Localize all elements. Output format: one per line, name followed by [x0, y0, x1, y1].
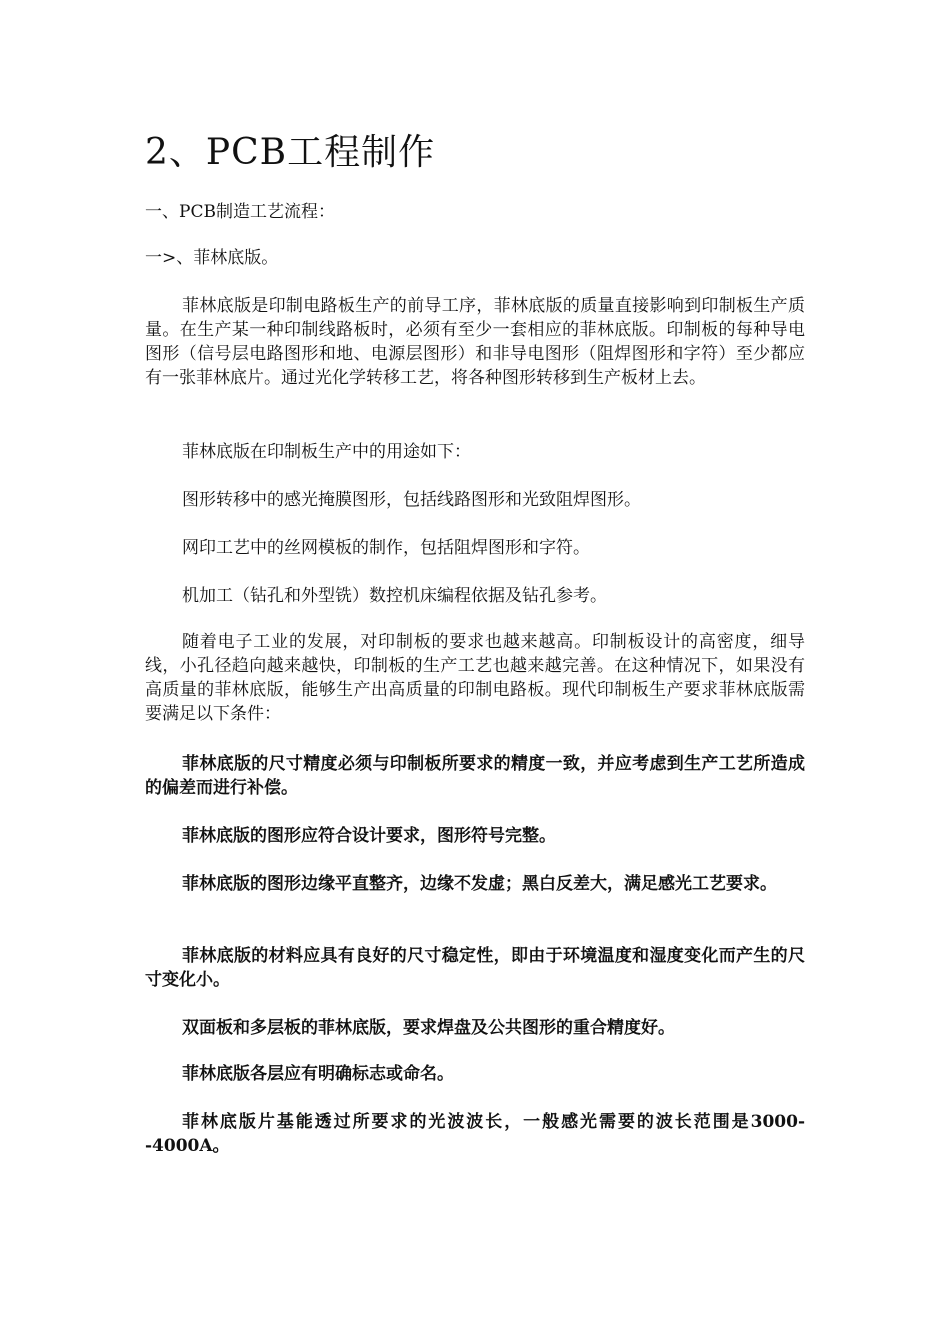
usage-intro: 菲林底版在印制板生产中的用途如下：: [182, 442, 471, 462]
intro-paragraph: 菲林底版是印制电路板生产的前导工序，菲林底版的质量直接影响到印制板生产质量。在生产某一种印制线路板时，必须有至少一套相应的菲林底版。印制板的每种导电图形（信号层电路图形和地、电源层图形）和非导电图形（阻焊图形和字符）至少都应有一张菲林底片。通过光化学转移工艺，将各种图形转移到生产板材上去。: [145, 296, 805, 388]
subsection-heading: 一>、菲林底版。: [145, 248, 279, 268]
requirement-item: 菲林底版的图形应符合设计要求，图形符号完整。: [182, 826, 556, 846]
requirement-item: 菲林底版各层应有明确标志或命名。: [182, 1064, 454, 1084]
usage-item: 网印工艺中的丝网模板的制作，包括阻焊图形和字符。: [182, 538, 590, 558]
section-heading: 一、PCB制造工艺流程：: [145, 202, 335, 222]
page-title: 2、PCB工程制作: [145, 132, 436, 173]
requirement-item: 双面板和多层板的菲林底版，要求焊盘及公共图形的重合精度好。: [182, 1018, 675, 1038]
requirement-item: 菲林底版片基能透过所要求的光波波长，一般感光需要的波长范围是3000--4000A。: [145, 1112, 805, 1156]
requirement-item: 菲林底版的图形边缘平直整齐，边缘不发虚；黑白反差大，满足感光工艺要求。: [182, 874, 777, 894]
requirement-item: 菲林底版的材料应具有良好的尺寸稳定性，即由于环境温度和湿度变化而产生的尺寸变化小。: [145, 946, 805, 990]
usage-item: 图形转移中的感光掩膜图形，包括线路图形和光致阻焊图形。: [182, 490, 641, 510]
usage-item: 机加工（钻孔和外型铣）数控机床编程依据及钻孔参考。: [182, 586, 607, 606]
development-paragraph: 随着电子工业的发展，对印制板的要求也越来越高。印制板设计的高密度，细导线，小孔径趋向越来越快，印制板的生产工艺也越来越完善。在这种情况下，如果没有高质量的菲林底版，能够生产出高质量的印制电路板。现代印制板生产要求菲林底版需要满足以下条件：: [145, 632, 805, 724]
requirement-item: 菲林底版的尺寸精度必须与印制板所要求的精度一致，并应考虑到生产工艺所造成的偏差而进行补偿。: [145, 754, 805, 798]
